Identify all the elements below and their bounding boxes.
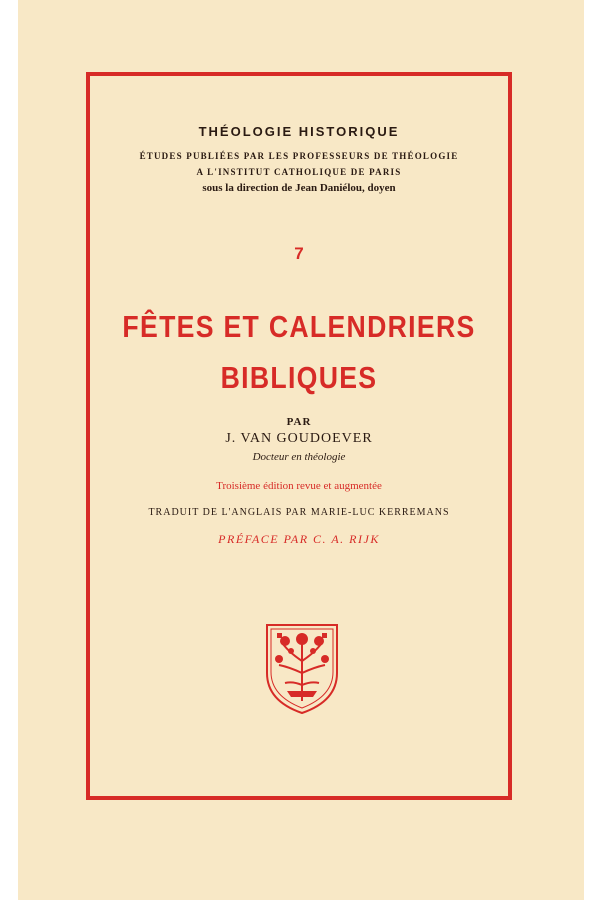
book-title-line-2: BIBLIQUES [220,360,378,395]
series-direction: sous la direction de Jean Daniélou, doyen [202,182,396,194]
red-border-frame [86,72,512,800]
series-title: THÉOLOGIE HISTORIQUE [198,124,400,139]
edition-note: Troisième édition revue et augmentée [216,480,382,492]
series-subtitle-line-1: ÉTUDES PUBLIÉES PAR LES PROFESSEURS DE THÉOLOGIE [139,151,459,161]
book-cover [18,0,584,900]
translator-credit: TRADUIT DE L'ANGLAIS PAR MARIE-LUC KERREMANS [148,507,450,518]
author-name: J. VAN GOUDOEVER [225,431,373,446]
book-title-line-1: FÊTES ET CALENDRIERS [122,309,476,344]
institut-catholique-shield-icon [263,621,341,716]
author-degree: Docteur en théologie [252,451,346,463]
volume-number: 7 [294,244,304,263]
by-label: PAR [286,416,312,428]
series-subtitle-line-2: A L'INSTITUT CATHOLIQUE DE PARIS [196,167,402,177]
preface-credit: PRÉFACE PAR C. A. RIJK [218,532,380,546]
